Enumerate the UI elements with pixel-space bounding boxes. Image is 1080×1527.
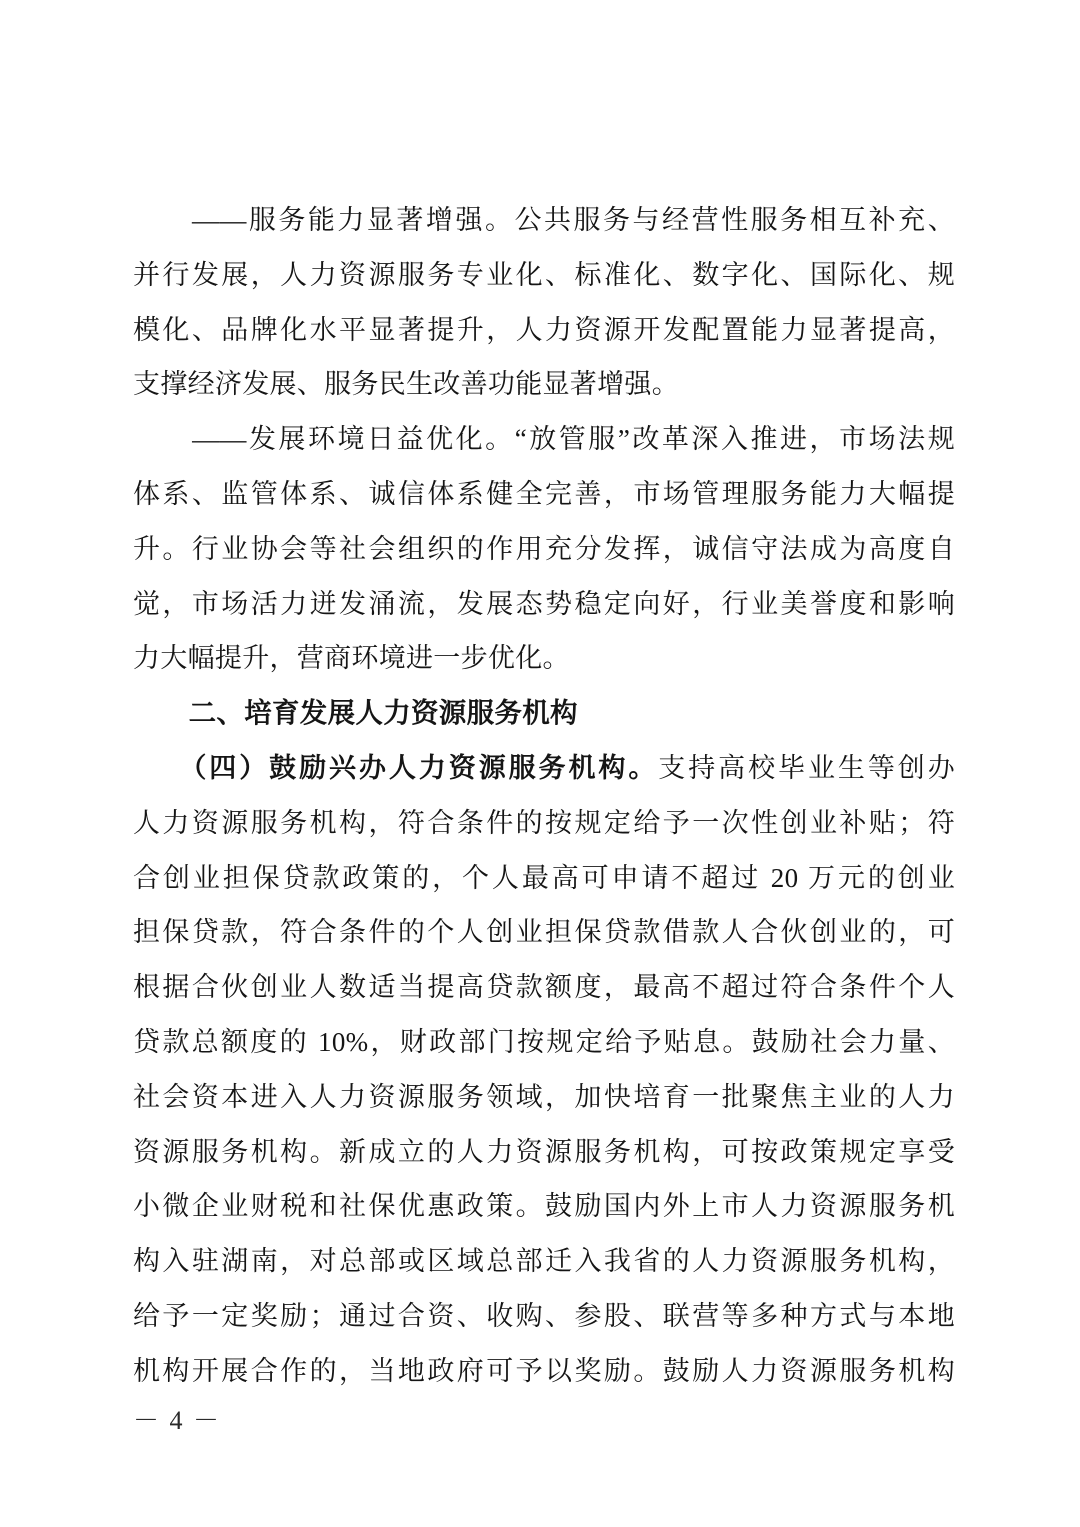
page-number: － 4 － <box>133 1406 222 1435</box>
text-segment: 力大幅提升，营商环境进一步优化。 <box>133 643 570 674</box>
text-line <box>133 193 955 248</box>
text-segment: 人力资源服务机构，符合条件的按规定给予一次性创业补贴；符 <box>133 807 955 838</box>
text-line <box>133 905 955 960</box>
text-line <box>133 741 955 796</box>
text-line <box>133 303 955 358</box>
text-segment: 给予一定奖励；通过合资、收购、参股、联营等多种方式与本地 <box>133 1300 955 1331</box>
text-line <box>133 1234 955 1289</box>
text-line <box>133 412 955 467</box>
text-line <box>133 1344 955 1399</box>
text-segment: 升。行业协会等社会组织的作用充分发挥，诚信守法成为高度自 <box>133 533 955 564</box>
text-segment: 模化、品牌化水平显著提升，人力资源开发配置能力显著提高， <box>133 314 955 345</box>
text-segment: 支持高校毕业生等创办 <box>658 752 955 783</box>
text-line <box>133 522 955 577</box>
text-line <box>133 1015 955 1070</box>
text-segment: 根据合伙创业人数适当提高贷款额度，最高不超过符合条件个人 <box>133 972 955 1003</box>
text-segment: 构入驻湖南，对总部或区域总部迁入我省的人力资源服务机构， <box>133 1246 955 1277</box>
text-line <box>133 467 955 522</box>
text-line <box>133 577 955 632</box>
text-segment: 资源服务机构。新成立的人力资源服务机构，可按政策规定享受 <box>133 1136 955 1167</box>
text-segment: 觉，市场活力迸发涌流，发展态势稳定向好，行业美誉度和影响 <box>133 588 955 619</box>
text-line <box>133 960 955 1015</box>
text-line <box>133 851 955 906</box>
text-segment: 合创业担保贷款政策的，个人最高可申请不超过 20 万元的创业 <box>133 862 955 893</box>
text-segment: ——发展环境日益优化。“放管服”改革深入推进，市场法规 <box>133 424 955 455</box>
text-segment: ——服务能力显著增强。公共服务与经营性服务相互补充、 <box>133 205 955 235</box>
text-segment: 支撑经济发展、服务民生改善功能显著增强。 <box>133 369 679 400</box>
text-segment: 担保贷款，符合条件的个人创业担保贷款借款人合伙创业的，可 <box>133 917 955 948</box>
section-heading <box>133 686 955 741</box>
text-segment: 社会资本进入人力资源服务领域，加快培育一批聚焦主业的人力 <box>133 1081 955 1112</box>
text-line <box>133 1125 955 1180</box>
bold-text-segment: 二、培育发展人力资源服务机构 <box>133 697 578 729</box>
document-body <box>133 193 955 1399</box>
text-segment: 并行发展，人力资源服务专业化、标准化、数字化、国际化、规 <box>133 259 955 290</box>
text-line <box>133 1289 955 1344</box>
text-segment: 机构开展合作的，当地政府可予以奖励。鼓励人力资源服务机构 <box>133 1355 955 1386</box>
text-segment: 体系、监管体系、诚信体系健全完善，市场管理服务能力大幅提 <box>133 478 955 509</box>
bold-text-segment: （四）鼓励兴办人力资源服务机构。 <box>133 752 659 783</box>
text-segment: 小微企业财税和社保优惠政策。鼓励国内外上市人力资源服务机 <box>133 1191 955 1222</box>
text-line <box>133 796 955 851</box>
text-line <box>133 1179 955 1234</box>
text-line <box>133 357 955 412</box>
text-line <box>133 631 955 686</box>
text-line <box>133 248 955 303</box>
text-line <box>133 1070 955 1125</box>
text-segment: 贷款总额度的 10%，财政部门按规定给予贴息。鼓励社会力量、 <box>133 1026 955 1057</box>
